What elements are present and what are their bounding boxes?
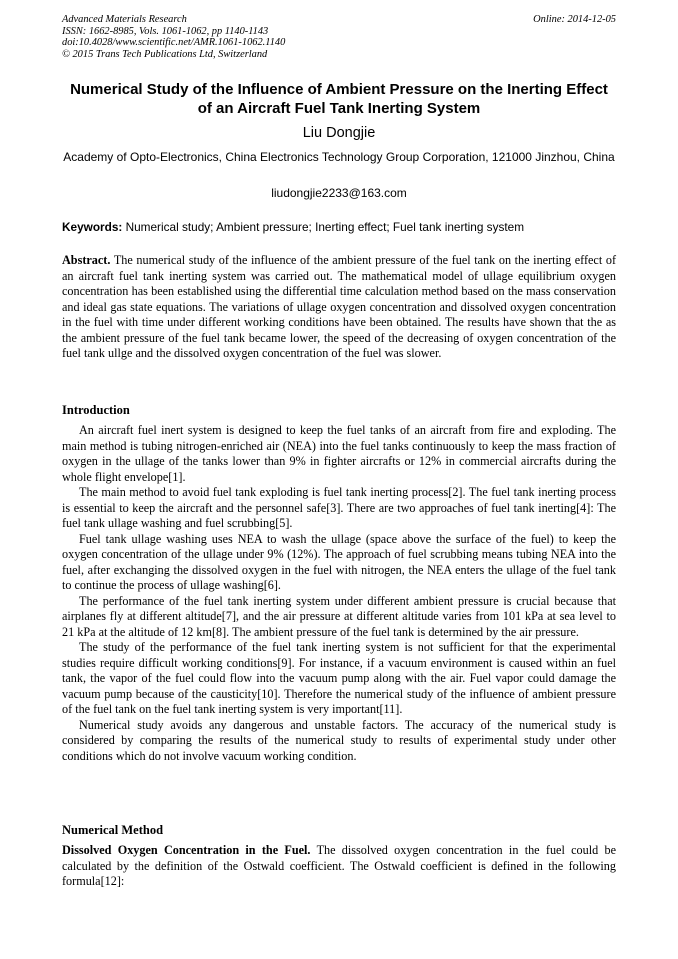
numerical-method-body bbox=[62, 843, 616, 890]
keywords-text: Numerical study; Ambient pressure; Inerting effect; Fuel tank inerting system bbox=[125, 220, 525, 234]
copyright-line: © 2015 Trans Tech Publications Ltd, Switzerland bbox=[62, 48, 268, 60]
online-date: Online: 2014-12-05 bbox=[533, 14, 616, 25]
author-affiliation: Academy of Opto-Electronics, China Electronics Technology Group Corporation, 121000 Jinzhou, China bbox=[63, 150, 615, 164]
intro-paragraph: Numerical study avoids any dangerous and unstable factors. The accuracy of the numerical study is considered by comparing the results of the numerical study to results of experimental study under other conditions which do not involve vacuum working condition. bbox=[62, 717, 616, 763]
numerical-method-heading: Numerical Method bbox=[62, 823, 164, 837]
author-name: Liu Dongjie bbox=[302, 125, 376, 141]
intro-paragraph: An aircraft fuel inert system is designed to keep the fuel tanks of an aircraft from fire and exploding. The main method is tubing nitrogen-enriched air (NEA) into the fuel tanks continuously to keep the mass fraction of oxygen in the ullage of the tanks lower than 9% in fighter aircrafts or 12% in commercial aircrafts during the whole flight envelope[1]. bbox=[62, 423, 616, 484]
issn-line: ISSN: 1662-8985, Vols. 1061-1062, pp 1140-1143 bbox=[62, 25, 269, 37]
keywords-label: Keywords: bbox=[62, 220, 123, 234]
introduction-heading: Introduction bbox=[62, 403, 130, 417]
method-subheading: Dissolved Oxygen Concentration in the Fuel. bbox=[62, 843, 311, 857]
abstract-label: Abstract. bbox=[62, 253, 111, 267]
intro-paragraph: Fuel tank ullage washing uses NEA to wash the ullage (space above the surface of the fuel) to keep the oxygen concentration of the ullage under 9% (12%). The approach of fuel scrubbing means tubing NEA into the fuel, after exchanging the dissolved oxygen in the fuel with nitrogen, the NEA enters the ullage of the fuel tank to continue the process of ullage washing[6]. bbox=[62, 531, 616, 592]
intro-paragraph: The performance of the fuel tank inerting system under different ambient pressure is crucial because that airplanes fly at different altitude[7], and the air pressure at different altitude varies from 101 kPa at sea level to 21 kPa at the altitude of 12 km[8]. The ambient pressure of the fuel tank is determined by the air pressure. bbox=[62, 593, 616, 639]
keywords bbox=[62, 219, 616, 235]
intro-paragraph: The study of the performance of the fuel tank inerting system is not sufficient for that the experimental studies require difficult working conditions[9]. For instance, if a vacuum environment is caused within an fuel tank, the vapor of the fuel could flow into the vacuum pump along with the air. Fuel vapor could damage the vacuum pump because of the causticity[10]. Therefore the numerical study of the influence of ambient pressure of the fuel tank on the fuel tank inerting system is very important[11]. bbox=[62, 640, 616, 716]
abstract-text: The numerical study of the influence of the ambient pressure of the fuel tank on the inerting effect of an aircraft fuel tank inerting system was carried out. The mathematical model of ullage equilibrium oxygen concentration has been established using the differential time calculation method based on the mass conservation and ideal gas state equations. The variations of ullage oxygen concentration and dissolved oxygen concentration in the fuel with time under different working conditions have been obtained. The results have shown that the as the ambient pressure of the fuel tank became lower, the speed of the decreasing of oxygen concentration of the fuel tank ullge and the dissolved oxygen concentration of the fuel was slower. bbox=[62, 253, 616, 360]
journal-name: Advanced Materials Research bbox=[62, 14, 187, 25]
method-text: The dissolved oxygen concentration in the fuel could be calculated by the definition of the Ostwald coefficient. The Ostwald coefficient is defined in the following formula[12]: bbox=[62, 843, 616, 888]
introduction-body bbox=[62, 423, 616, 764]
abstract bbox=[62, 253, 616, 362]
intro-paragraph: The main method to avoid fuel tank exploding is fuel tank inerting process[2]. The fuel tank inerting process is essential to keep the aircraft and the personnel safe[3]. There are two approaches of fuel tank inerting[4]: The fuel tank ullage washing and fuel scrubbing[5]. bbox=[62, 485, 616, 530]
paper-title: Numerical Study of the Influence of Ambient Pressure on the Inerting Effect of an Aircraft Fuel Tank Inerting System bbox=[70, 81, 608, 117]
author-email: liudongjie2233@163.com bbox=[271, 186, 407, 200]
journal-header bbox=[62, 14, 616, 60]
doi-line: doi:10.4028/www.scientific.net/AMR.1061-1062.1140 bbox=[62, 37, 286, 49]
